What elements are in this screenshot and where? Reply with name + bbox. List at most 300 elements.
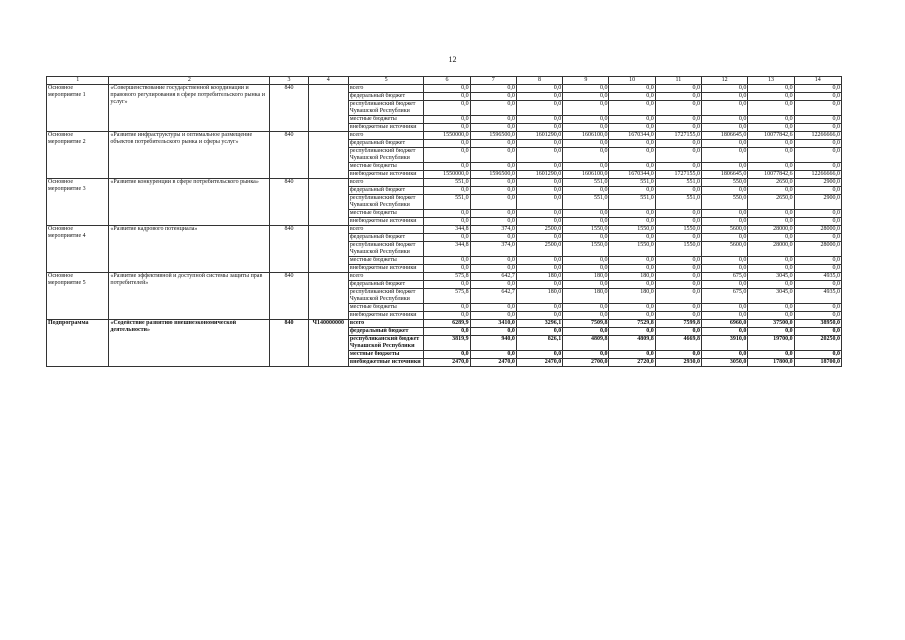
amount-cell: 0,0 — [609, 148, 655, 163]
amount-cell: 0,0 — [702, 140, 748, 148]
amount-cell: 0,0 — [563, 304, 609, 312]
amount-cell: 0,0 — [748, 265, 794, 273]
amount-cell: 0,0 — [655, 273, 701, 281]
funding-source: внебюджетные источники — [348, 124, 423, 132]
amount-cell: 0,0 — [794, 124, 841, 132]
amount-cell: 1550,0 — [655, 242, 701, 257]
amount-cell: 0,0 — [516, 328, 562, 336]
amount-cell: 0,0 — [563, 281, 609, 289]
funding-source: федеральный бюджет — [348, 328, 423, 336]
amount-cell: 0,0 — [470, 328, 516, 336]
funding-source: всего — [348, 320, 423, 328]
funding-source: федеральный бюджет — [348, 234, 423, 242]
funding-source: республиканский бюджет Чувашской Республики — [348, 242, 423, 257]
amount-cell: 2650,0 — [748, 179, 794, 187]
amount-cell: 0,0 — [702, 265, 748, 273]
amount-cell: 18700,0 — [794, 359, 841, 367]
amount-cell: 0,0 — [470, 218, 516, 226]
amount-cell: 0,0 — [702, 116, 748, 124]
amount-cell: 0,0 — [424, 140, 470, 148]
amount-cell: 0,0 — [424, 116, 470, 124]
amount-cell: 2500,0 — [516, 242, 562, 257]
amount-cell: 0,0 — [424, 312, 470, 320]
amount-cell: 0,0 — [516, 265, 562, 273]
event-kind: Основное мероприятие 5 — [47, 273, 109, 320]
amount-cell: 0,0 — [609, 101, 655, 116]
amount-cell: 4669,8 — [655, 336, 701, 351]
amount-cell: 675,0 — [702, 273, 748, 281]
amount-cell: 1550,0 — [563, 226, 609, 234]
amount-cell: 38950,0 — [794, 320, 841, 328]
amount-cell: 0,0 — [702, 328, 748, 336]
amount-cell: 12266666,0 — [794, 171, 841, 179]
amount-cell: 0,0 — [748, 93, 794, 101]
amount-cell: 826,1 — [516, 336, 562, 351]
amount-cell: 37500,0 — [748, 320, 794, 328]
amount-cell: 1727155,0 — [655, 171, 701, 179]
amount-cell: 0,0 — [609, 163, 655, 171]
amount-cell: 0,0 — [563, 234, 609, 242]
funding-source: всего — [348, 226, 423, 234]
amount-cell: 0,0 — [563, 265, 609, 273]
amount-cell: 6289,9 — [424, 320, 470, 328]
amount-cell: 0,0 — [470, 148, 516, 163]
funding-source: республиканский бюджет Чувашской Республики — [348, 101, 423, 116]
column-number: 10 — [609, 77, 655, 85]
amount-cell: 0,0 — [794, 210, 841, 218]
amount-cell: 0,0 — [655, 93, 701, 101]
amount-cell: 0,0 — [702, 163, 748, 171]
column-number: 8 — [516, 77, 562, 85]
amount-cell: 551,0 — [609, 179, 655, 187]
funding-source: республиканский бюджет Чувашской Республики — [348, 289, 423, 304]
event-title: «Развитие конкуренции в сфере потребительского рынка» — [109, 179, 270, 226]
funding-source: всего — [348, 132, 423, 140]
amount-cell: 0,0 — [702, 281, 748, 289]
amount-cell: 12266666,0 — [794, 132, 841, 140]
amount-cell: 0,0 — [794, 351, 841, 359]
amount-cell: 0,0 — [702, 210, 748, 218]
amount-cell: 0,0 — [655, 85, 701, 93]
amount-cell: 0,0 — [470, 93, 516, 101]
amount-cell: 0,0 — [516, 85, 562, 93]
amount-cell: 0,0 — [470, 281, 516, 289]
header-row — [47, 77, 842, 85]
amount-cell: 17800,0 — [748, 359, 794, 367]
code-column-3: 840 — [270, 226, 308, 273]
amount-cell: 575,8 — [424, 273, 470, 281]
amount-cell: 551,0 — [563, 179, 609, 187]
amount-cell: 0,0 — [609, 281, 655, 289]
amount-cell: 20250,0 — [794, 336, 841, 351]
funding-source: внебюджетные источники — [348, 359, 423, 367]
amount-cell: 3296,1 — [516, 320, 562, 328]
funding-source: федеральный бюджет — [348, 140, 423, 148]
amount-cell: 0,0 — [794, 148, 841, 163]
amount-cell: 0,0 — [470, 187, 516, 195]
amount-cell: 0,0 — [516, 179, 562, 187]
amount-cell: 0,0 — [655, 257, 701, 265]
amount-cell: 0,0 — [563, 93, 609, 101]
funding-source: республиканский бюджет Чувашской Республики — [348, 148, 423, 163]
amount-cell: 0,0 — [563, 210, 609, 218]
amount-cell: 10077842,6 — [748, 171, 794, 179]
amount-cell: 0,0 — [702, 148, 748, 163]
amount-cell: 0,0 — [748, 210, 794, 218]
amount-cell: 180,0 — [609, 273, 655, 281]
amount-cell: 0,0 — [563, 148, 609, 163]
amount-cell: 0,0 — [516, 140, 562, 148]
amount-cell: 0,0 — [609, 116, 655, 124]
amount-cell: 0,0 — [516, 93, 562, 101]
amount-cell: 180,0 — [516, 289, 562, 304]
amount-cell: 0,0 — [655, 289, 701, 304]
amount-cell: 0,0 — [702, 93, 748, 101]
event-title: «Развитие инфраструктуры и оптимальное размещение объектов потребительского рынка и сферы услуг» — [109, 132, 270, 179]
funding-source: местные бюджеты — [348, 210, 423, 218]
amount-cell: 0,0 — [516, 210, 562, 218]
amount-cell: 0,0 — [516, 163, 562, 171]
amount-cell: 180,0 — [609, 289, 655, 304]
amount-cell: 0,0 — [748, 281, 794, 289]
amount-cell: 0,0 — [748, 124, 794, 132]
amount-cell: 0,0 — [748, 85, 794, 93]
amount-cell: 0,0 — [748, 140, 794, 148]
amount-cell: 0,0 — [609, 218, 655, 226]
amount-cell: 1596500,0 — [470, 132, 516, 140]
amount-cell: 642,7 — [470, 273, 516, 281]
amount-cell: 0,0 — [470, 351, 516, 359]
amount-cell: 0,0 — [470, 265, 516, 273]
amount-cell: 0,0 — [702, 101, 748, 116]
amount-cell: 180,0 — [516, 273, 562, 281]
amount-cell: 0,0 — [563, 257, 609, 265]
amount-cell: 0,0 — [609, 234, 655, 242]
code-column-4 — [308, 132, 348, 179]
column-number: 11 — [655, 77, 701, 85]
amount-cell: 0,0 — [748, 116, 794, 124]
amount-cell: 0,0 — [563, 116, 609, 124]
amount-cell: 0,0 — [794, 101, 841, 116]
amount-cell: 28000,0 — [748, 226, 794, 234]
amount-cell: 0,0 — [424, 351, 470, 359]
amount-cell: 3410,0 — [470, 320, 516, 328]
amount-cell: 0,0 — [470, 304, 516, 312]
amount-cell: 0,0 — [794, 281, 841, 289]
amount-cell: 0,0 — [794, 312, 841, 320]
funding-source: внебюджетные источники — [348, 265, 423, 273]
amount-cell: 0,0 — [470, 195, 516, 210]
table-row — [47, 179, 842, 187]
amount-cell: 0,0 — [748, 312, 794, 320]
amount-cell: 1550,0 — [563, 242, 609, 257]
amount-cell: 0,0 — [516, 148, 562, 163]
amount-cell: 575,8 — [424, 289, 470, 304]
code-column-4 — [308, 85, 348, 132]
funding-source: всего — [348, 85, 423, 93]
budget-table — [46, 76, 842, 367]
amount-cell: 0,0 — [424, 148, 470, 163]
amount-cell: 0,0 — [424, 257, 470, 265]
amount-cell: 0,0 — [424, 187, 470, 195]
amount-cell: 0,0 — [702, 304, 748, 312]
column-number: 4 — [308, 77, 348, 85]
amount-cell: 2500,0 — [516, 226, 562, 234]
amount-cell: 28000,0 — [748, 242, 794, 257]
column-number: 3 — [270, 77, 308, 85]
amount-cell: 0,0 — [655, 328, 701, 336]
amount-cell: 0,0 — [516, 101, 562, 116]
amount-cell: 2720,0 — [609, 359, 655, 367]
amount-cell: 2470,0 — [470, 359, 516, 367]
column-number: 2 — [109, 77, 270, 85]
amount-cell: 0,0 — [794, 187, 841, 195]
event-title: «Совершенствование государственной координации и правового регулирования в сфере потребительского рынка и услуг» — [109, 85, 270, 132]
amount-cell: 0,0 — [748, 304, 794, 312]
amount-cell: 0,0 — [516, 304, 562, 312]
amount-cell: 0,0 — [748, 187, 794, 195]
amount-cell: 0,0 — [424, 85, 470, 93]
amount-cell: 3819,9 — [424, 336, 470, 351]
funding-source: местные бюджеты — [348, 304, 423, 312]
amount-cell: 0,0 — [609, 93, 655, 101]
column-number: 12 — [702, 77, 748, 85]
funding-source: федеральный бюджет — [348, 93, 423, 101]
funding-source: федеральный бюджет — [348, 281, 423, 289]
amount-cell: 0,0 — [609, 351, 655, 359]
amount-cell: 0,0 — [516, 195, 562, 210]
amount-cell: 0,0 — [424, 124, 470, 132]
amount-cell: 1601290,0 — [516, 132, 562, 140]
amount-cell: 5600,0 — [702, 226, 748, 234]
amount-cell: 0,0 — [702, 312, 748, 320]
amount-cell: 940,0 — [470, 336, 516, 351]
table-row — [47, 226, 842, 234]
amount-cell: 0,0 — [609, 265, 655, 273]
column-number: 13 — [748, 77, 794, 85]
amount-cell: 0,0 — [655, 187, 701, 195]
amount-cell: 551,0 — [424, 195, 470, 210]
amount-cell: 0,0 — [655, 234, 701, 242]
amount-cell: 0,0 — [516, 124, 562, 132]
amount-cell: 0,0 — [702, 85, 748, 93]
amount-cell: 0,0 — [655, 163, 701, 171]
amount-cell: 1601290,0 — [516, 171, 562, 179]
amount-cell: 1670344,0 — [609, 132, 655, 140]
amount-cell: 180,0 — [563, 289, 609, 304]
event-kind: Основное мероприятие 4 — [47, 226, 109, 273]
amount-cell: 0,0 — [655, 304, 701, 312]
amount-cell: 6960,0 — [702, 320, 748, 328]
funding-source: всего — [348, 179, 423, 187]
amount-cell: 0,0 — [470, 257, 516, 265]
amount-cell: 10077842,6 — [748, 132, 794, 140]
amount-cell: 0,0 — [655, 218, 701, 226]
event-title: «Развитие кадрового потенциала» — [109, 226, 270, 273]
amount-cell: 0,0 — [794, 93, 841, 101]
amount-cell: 0,0 — [748, 148, 794, 163]
event-title: «Содействие развитию внешнеэкономической деятельности» — [109, 320, 270, 367]
amount-cell: 0,0 — [424, 101, 470, 116]
amount-cell: 374,0 — [470, 242, 516, 257]
table-row — [47, 320, 842, 328]
amount-cell: 0,0 — [563, 101, 609, 116]
amount-cell: 0,0 — [470, 312, 516, 320]
amount-cell: 0,0 — [470, 85, 516, 93]
amount-cell: 0,0 — [794, 140, 841, 148]
amount-cell: 1550000,0 — [424, 132, 470, 140]
code-column-3: 840 — [270, 132, 308, 179]
funding-source: федеральный бюджет — [348, 187, 423, 195]
funding-source: внебюджетные источники — [348, 171, 423, 179]
code-column-3: 840 — [270, 273, 308, 320]
amount-cell: 28000,0 — [794, 242, 841, 257]
amount-cell: 180,0 — [563, 273, 609, 281]
funding-source: республиканский бюджет Чувашской Республики — [348, 195, 423, 210]
amount-cell: 1550000,0 — [424, 171, 470, 179]
amount-cell: 1550,0 — [609, 226, 655, 234]
amount-cell: 0,0 — [702, 124, 748, 132]
amount-cell: 0,0 — [516, 312, 562, 320]
amount-cell: 0,0 — [609, 124, 655, 132]
amount-cell: 0,0 — [563, 187, 609, 195]
amount-cell: 0,0 — [470, 234, 516, 242]
funding-source: местные бюджеты — [348, 116, 423, 124]
code-column-4 — [308, 273, 348, 320]
event-title: «Развитие эффективной и доступной системы защиты прав потребителей» — [109, 273, 270, 320]
amount-cell: 551,0 — [609, 195, 655, 210]
amount-cell: 2930,0 — [655, 359, 701, 367]
code-column-3: 840 — [270, 85, 308, 132]
funding-source: местные бюджеты — [348, 351, 423, 359]
amount-cell: 0,0 — [655, 124, 701, 132]
table-row — [47, 132, 842, 140]
amount-cell: 0,0 — [702, 218, 748, 226]
amount-cell: 0,0 — [655, 210, 701, 218]
code-column-4: Ч140000000 — [308, 320, 348, 367]
amount-cell: 0,0 — [655, 116, 701, 124]
amount-cell: 0,0 — [516, 234, 562, 242]
amount-cell: 0,0 — [748, 218, 794, 226]
funding-source: всего — [348, 273, 423, 281]
event-kind: Основное мероприятие 3 — [47, 179, 109, 226]
amount-cell: 0,0 — [655, 312, 701, 320]
amount-cell: 2650,0 — [748, 195, 794, 210]
amount-cell: 0,0 — [470, 163, 516, 171]
column-number: 7 — [470, 77, 516, 85]
amount-cell: 3050,0 — [702, 359, 748, 367]
funding-source: республиканский бюджет Чувашской Республики — [348, 336, 423, 351]
column-number: 6 — [424, 77, 470, 85]
amount-cell: 0,0 — [702, 351, 748, 359]
amount-cell: 374,0 — [470, 226, 516, 234]
amount-cell: 3910,0 — [702, 336, 748, 351]
amount-cell: 0,0 — [470, 140, 516, 148]
amount-cell: 642,7 — [470, 289, 516, 304]
code-column-4 — [308, 226, 348, 273]
amount-cell: 3045,0 — [748, 289, 794, 304]
amount-cell: 4809,8 — [609, 336, 655, 351]
amount-cell: 0,0 — [516, 257, 562, 265]
amount-cell: 0,0 — [794, 328, 841, 336]
amount-cell: 0,0 — [794, 163, 841, 171]
amount-cell: 0,0 — [424, 218, 470, 226]
amount-cell: 28000,0 — [794, 226, 841, 234]
amount-cell: 0,0 — [563, 312, 609, 320]
amount-cell: 7599,8 — [655, 320, 701, 328]
amount-cell: 2900,0 — [794, 179, 841, 187]
amount-cell: 3045,0 — [748, 273, 794, 281]
amount-cell: 0,0 — [794, 116, 841, 124]
code-column-3: 840 — [270, 320, 308, 367]
amount-cell: 0,0 — [424, 93, 470, 101]
amount-cell: 0,0 — [702, 234, 748, 242]
amount-cell: 1550,0 — [655, 226, 701, 234]
amount-cell: 0,0 — [563, 163, 609, 171]
amount-cell: 0,0 — [609, 140, 655, 148]
amount-cell: 1670344,0 — [609, 171, 655, 179]
amount-cell: 0,0 — [424, 304, 470, 312]
amount-cell: 2470,0 — [424, 359, 470, 367]
amount-cell: 0,0 — [609, 85, 655, 93]
event-kind: Основное мероприятие 1 — [47, 85, 109, 132]
amount-cell: 0,0 — [516, 281, 562, 289]
amount-cell: 0,0 — [424, 328, 470, 336]
column-number: 9 — [563, 77, 609, 85]
column-number: 5 — [348, 77, 423, 85]
amount-cell: 0,0 — [655, 351, 701, 359]
amount-cell: 0,0 — [794, 304, 841, 312]
amount-cell: 5600,0 — [702, 242, 748, 257]
amount-cell: 0,0 — [563, 218, 609, 226]
amount-cell: 551,0 — [655, 179, 701, 187]
amount-cell: 0,0 — [516, 116, 562, 124]
amount-cell: 7529,8 — [609, 320, 655, 328]
amount-cell: 0,0 — [609, 187, 655, 195]
amount-cell: 0,0 — [609, 257, 655, 265]
amount-cell: 19700,0 — [748, 336, 794, 351]
amount-cell: 1606100,0 — [563, 171, 609, 179]
amount-cell: 0,0 — [516, 218, 562, 226]
amount-cell: 0,0 — [563, 328, 609, 336]
amount-cell: 551,0 — [424, 179, 470, 187]
amount-cell: 551,0 — [563, 195, 609, 210]
funding-source: внебюджетные источники — [348, 218, 423, 226]
amount-cell: 2700,0 — [563, 359, 609, 367]
page-number: 12 — [448, 55, 457, 64]
funding-source: местные бюджеты — [348, 257, 423, 265]
amount-cell: 0,0 — [470, 124, 516, 132]
amount-cell: 0,0 — [609, 210, 655, 218]
amount-cell: 0,0 — [424, 163, 470, 171]
funding-source: местные бюджеты — [348, 163, 423, 171]
amount-cell: 0,0 — [470, 101, 516, 116]
event-kind: Основное мероприятие 2 — [47, 132, 109, 179]
amount-cell: 0,0 — [702, 187, 748, 195]
amount-cell: 0,0 — [516, 187, 562, 195]
amount-cell: 0,0 — [609, 304, 655, 312]
amount-cell: 0,0 — [655, 281, 701, 289]
amount-cell: 0,0 — [563, 85, 609, 93]
amount-cell: 0,0 — [748, 257, 794, 265]
amount-cell: 0,0 — [424, 210, 470, 218]
amount-cell: 0,0 — [609, 328, 655, 336]
amount-cell: 4935,0 — [794, 289, 841, 304]
amount-cell: 1727155,0 — [655, 132, 701, 140]
amount-cell: 0,0 — [655, 140, 701, 148]
amount-cell: 4935,0 — [794, 273, 841, 281]
funding-source: внебюджетные источники — [348, 312, 423, 320]
